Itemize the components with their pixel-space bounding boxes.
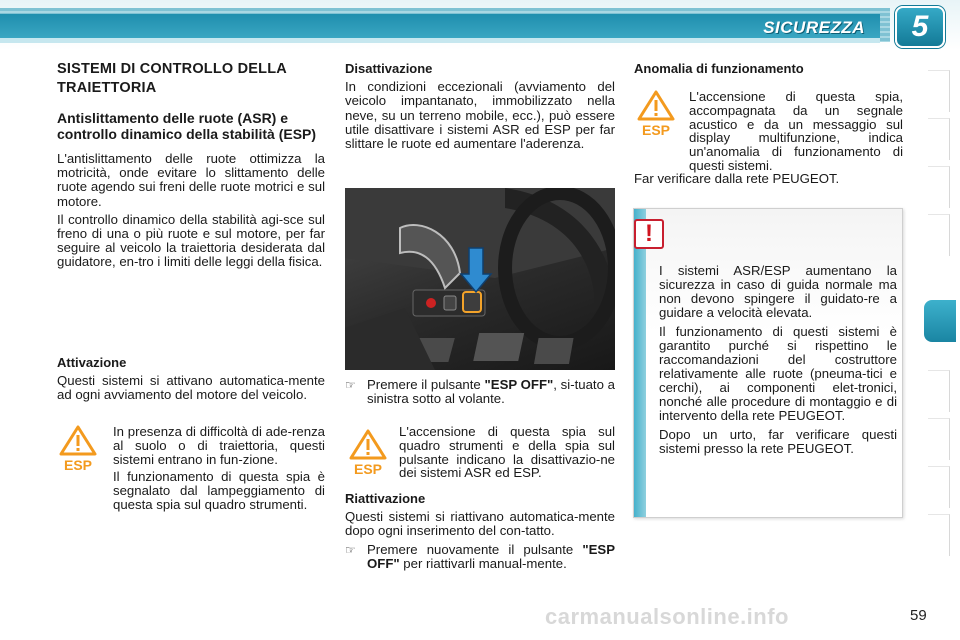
warning-note-text2: Il funzionamento di questa spia è segnalato dal lampeggiamento di questa spia sul quadro strumenti. bbox=[113, 469, 325, 512]
reactivation-section bbox=[345, 492, 615, 571]
activation-title: Attivazione bbox=[57, 355, 127, 370]
reactivation-text: Questi sistemi si riattivano automatica-mente dopo ogni inserimento del con-tatto. bbox=[345, 509, 615, 539]
esp-warning-icon bbox=[58, 424, 98, 472]
esp-label: ESP bbox=[353, 461, 383, 476]
chapter-tabs bbox=[928, 70, 950, 570]
exclamation-icon: ! bbox=[634, 219, 664, 249]
note-paragraph-3: Dopo un urto, far verificare questi sistemi presso la rete PEUGEOT. bbox=[659, 427, 897, 456]
chapter-tab[interactable] bbox=[928, 214, 950, 256]
bullet-item bbox=[345, 378, 615, 406]
page-number: 59 bbox=[910, 607, 927, 624]
chapter-tab[interactable] bbox=[928, 370, 950, 412]
watermark: carmanualsonline.info bbox=[545, 604, 789, 629]
warning-note-col1 bbox=[113, 425, 325, 512]
dashboard-illustration bbox=[345, 188, 615, 370]
note-accent-bar bbox=[634, 209, 646, 517]
deactivation-title: Disattivazione bbox=[345, 61, 433, 76]
esp-label: ESP bbox=[63, 457, 93, 472]
activation-text: Questi sistemi si attivano automatica-mente ad ogni avviamento del motore del veicolo. bbox=[57, 373, 325, 403]
esp-off-label: "ESP OFF" bbox=[484, 377, 554, 392]
check-network-text: Far verificare dalla rete PEUGEOT. bbox=[634, 171, 840, 186]
subheading: Antislittamento delle ruote (ASR) e controllo dinamico della stabilità (ESP) bbox=[57, 110, 317, 142]
main-heading-line1: SISTEMI DI CONTROLLO DELLA bbox=[57, 61, 287, 77]
chapter-tab[interactable] bbox=[928, 514, 950, 556]
column-2 bbox=[345, 62, 615, 155]
warning-note-col2: L'accensione di questa spia sul quadro strumenti e della spia sul pulsante indicano la disattivazio-ne dei sistemi ASR ed ESP. bbox=[399, 424, 615, 481]
header-band-light bbox=[0, 38, 880, 43]
column-1 bbox=[57, 60, 325, 274]
chapter-tab-active[interactable] bbox=[924, 300, 956, 342]
paragraph-asr: L'antislittamento delle ruote ottimizza la motricità, onde evitare lo slittamento delle ruote agendo sui freni delle ruote motrici e sul motore. bbox=[57, 151, 325, 209]
malfunction-warning-text: L'accensione di questa spia, accompagnata da un segnale acustico e da un messaggio sul display multifunzione, indica un'anomalia di funzionamento di questi sistemi. bbox=[689, 89, 903, 173]
page-header bbox=[0, 0, 960, 50]
chapter-tab[interactable] bbox=[928, 70, 950, 112]
chapter-tab[interactable] bbox=[928, 466, 950, 508]
esp-off-button-photo bbox=[345, 188, 615, 370]
chapter-number: 5 bbox=[911, 10, 929, 43]
esp-warning-icon bbox=[636, 89, 676, 137]
malfunction-title: Anomalia di funzionamento bbox=[634, 61, 804, 76]
chapter-tab[interactable] bbox=[928, 166, 950, 208]
bullet-item bbox=[345, 543, 615, 571]
main-heading-line2: TRAIETTORIA bbox=[57, 80, 157, 96]
chapter-tab[interactable] bbox=[928, 418, 950, 460]
column-3 bbox=[634, 62, 904, 80]
note-paragraph-2: Il funzionamento di questi sistemi è garantito purché si rispettino le raccomandazioni del costruttore relativamente alle ruote (pneuma-tici e cerchi), ai componenti elet-tronici, nonché alle procedure di montaggio e di intervento della rete PEUGEOT. bbox=[659, 324, 897, 423]
paragraph-esp: Il controllo dinamico della stabilità agi-sce sul freno di una o più ruote e sul motore, per far seguire al veicolo la traiettoria desiderata dal guidatore, en-tro i limiti delle leggi della fisica. bbox=[57, 211, 325, 270]
pointing-hand-icon: ☞ bbox=[345, 378, 356, 392]
esp-label: ESP bbox=[641, 122, 671, 137]
reactivation-title: Riattivazione bbox=[345, 491, 426, 506]
bullet-text: Premere il pulsante "ESP OFF", si-tuato a sinistra sotto al volante. bbox=[367, 377, 616, 407]
warning-note-text1: In presenza di difficoltà di ade-renza al suolo o di traiettoria, questi sistemi entrano in fun-zione. bbox=[113, 424, 325, 467]
pointing-hand-icon: ☞ bbox=[345, 542, 356, 557]
header-band bbox=[0, 14, 880, 38]
activation-section bbox=[57, 356, 325, 407]
esp-off-label: "ESP OFF" bbox=[367, 541, 615, 571]
note-paragraph-1: I sistemi ASR/ESP aumentano la sicurezza in caso di guida normale ma non devono spingere il guidato-re a guidare a velocità elevata. bbox=[659, 263, 897, 320]
press-button-instruction bbox=[345, 378, 615, 406]
bullet-text: Premere nuovamente il pulsante "ESP OFF" per riattivarli manual-mente. bbox=[367, 541, 615, 571]
note-content bbox=[659, 264, 897, 461]
section-title: SICUREZZA bbox=[763, 18, 865, 37]
deactivation-text: In condizioni eccezionali (avviamento del veicolo impantanato, immobilizzato nella neve, su un terreno mobile, ecc.), può essere utile disattivare i sistemi ASR ed ESP per far slittare le ruote ed aumentare l'aderenza. bbox=[345, 79, 615, 152]
esp-warning-icon bbox=[348, 428, 388, 476]
chapter-badge bbox=[895, 6, 945, 48]
chapter-tab[interactable] bbox=[928, 118, 950, 160]
safety-note-box bbox=[633, 208, 903, 518]
main-heading bbox=[57, 60, 325, 98]
